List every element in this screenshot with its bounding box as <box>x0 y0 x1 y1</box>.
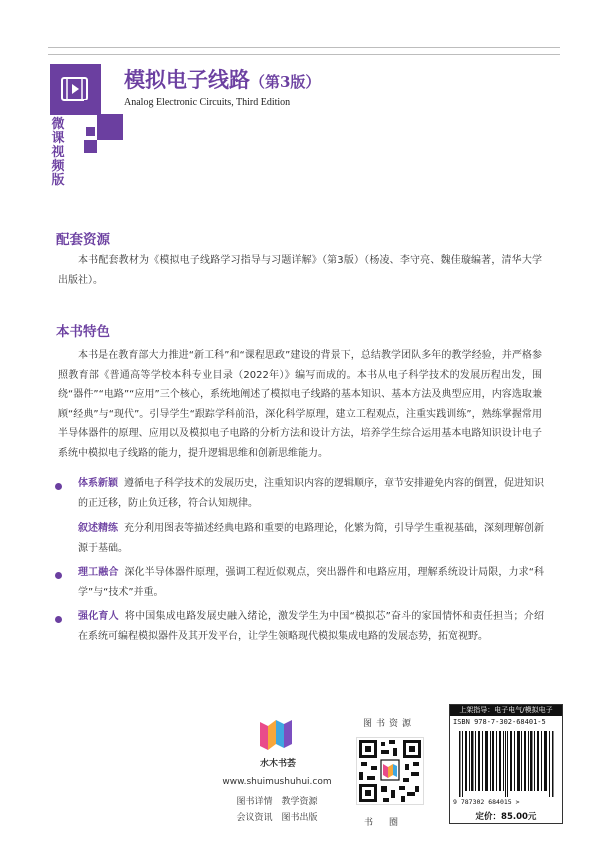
qr-code-icon <box>356 737 424 805</box>
deco-square-1 <box>84 100 96 112</box>
feature-item <box>78 519 544 558</box>
features-heading: 本书特色 <box>56 324 110 340</box>
feature-item <box>78 474 544 513</box>
price: 定价：85.00元 <box>475 812 537 822</box>
feature-key: 理工融合 <box>78 567 119 578</box>
video-play-icon <box>61 77 88 101</box>
top-rule-2 <box>48 54 560 55</box>
feature-text: 将中国集成电路发展史融入绪论，激发学生为中国“模拟芯”奋斗的家国情怀和责任担当；介绍在系统可编程模拟器件及其开发平台，让学生领略现代模拟集成电路的发展态势，拓宽视野。 <box>78 611 544 642</box>
qr-label-top: 图书资源 <box>362 719 415 729</box>
deco-square-2 <box>97 114 123 140</box>
deco-square-3 <box>86 127 95 136</box>
barcode-digits: 9 787302 684015 > <box>453 798 520 806</box>
publisher-name: 水木书荟 <box>259 759 296 769</box>
barcode-icon <box>459 731 555 797</box>
feature-text: 充分利用图表等描述经典电路和重要的电路理论，化繁为简，引导学生重视基础，深刻理解创新源于基础。 <box>78 523 544 554</box>
bullet-dot <box>55 572 62 579</box>
title-main: 模拟电子线路 <box>124 67 250 92</box>
feature-key: 叙述精练 <box>78 523 118 534</box>
feature-key: 强化育人 <box>78 611 119 622</box>
top-rule-1 <box>48 47 560 48</box>
deco-square-4 <box>84 140 97 153</box>
qr-label-bottom: 书圈 <box>363 818 414 828</box>
publisher-links-row-2: 会议资讯 图书出版 <box>236 813 318 823</box>
isbn-number: ISBN 978-7-302-68401-5 <box>453 718 546 726</box>
shelf-category: 上架指导：电子电气/模拟电子 <box>450 705 562 716</box>
features-intro: 本书是在教育部大力推进“新工科”和“课程思政”建设的背景下，总结教学团队多年的教学经验，并严格参照教育部《普通高等学校本科专业目录（2022年）》编写而成的。本书从电子科学技术的发展历程出发，围绕“器件”“电路”“应用”三个核心，系统地阐述了模拟电子线路的基本知识、基本方法及典型应用，内容选取兼顾“经典”与“现代”。引导学生“跟踪学科前沿，深化科学原理，建立工程观点，注重实践训练”，熟练掌握常用半导体器件的原理、应用以及模拟电子电路的分析方法和设计方法，培养学生综合运用基本电路知识设计电子系统中模拟电子线路的能力，提升逻辑思维和创新思维能力。 <box>58 350 542 459</box>
bullet-dot <box>55 483 62 490</box>
publisher-links-row-1: 图书详情 教学资源 <box>236 797 318 807</box>
isbn-box <box>449 704 563 824</box>
book-subtitle: Analog Electronic Circuits, Third Edition <box>124 97 291 108</box>
feature-item <box>78 563 544 602</box>
resources-text: 本书配套教材为《模拟电子线路学习指导与习题详解》（第3版）（杨凌、李守亮、魏佳璇编著，清华大学出版社）。 <box>58 255 542 286</box>
publisher-logo-icon <box>258 716 294 752</box>
resources-heading: 配套资源 <box>56 232 110 248</box>
book-title <box>124 64 320 94</box>
feature-item <box>78 607 544 646</box>
feature-key: 体系新颖 <box>78 478 118 489</box>
bullet-dot <box>55 616 62 623</box>
feature-text: 深化半导体器件原理，强调工程近似观点，突出器件和电路应用，理解系统设计局限，力求“科学”与“技术”并重。 <box>78 567 545 598</box>
publisher-url: www.shuimushuhui.com <box>222 777 332 787</box>
vertical-edition-label: 微 课 视 频 版 <box>51 117 65 188</box>
feature-text: 遵循电子科学技术的发展历史，注重知识内容的逻辑顺序，章节安排避免内容的倒置，促进知识的正迁移，防止负迁移，符合认知规律。 <box>78 478 544 509</box>
title-edition: （第3版） <box>250 73 321 91</box>
